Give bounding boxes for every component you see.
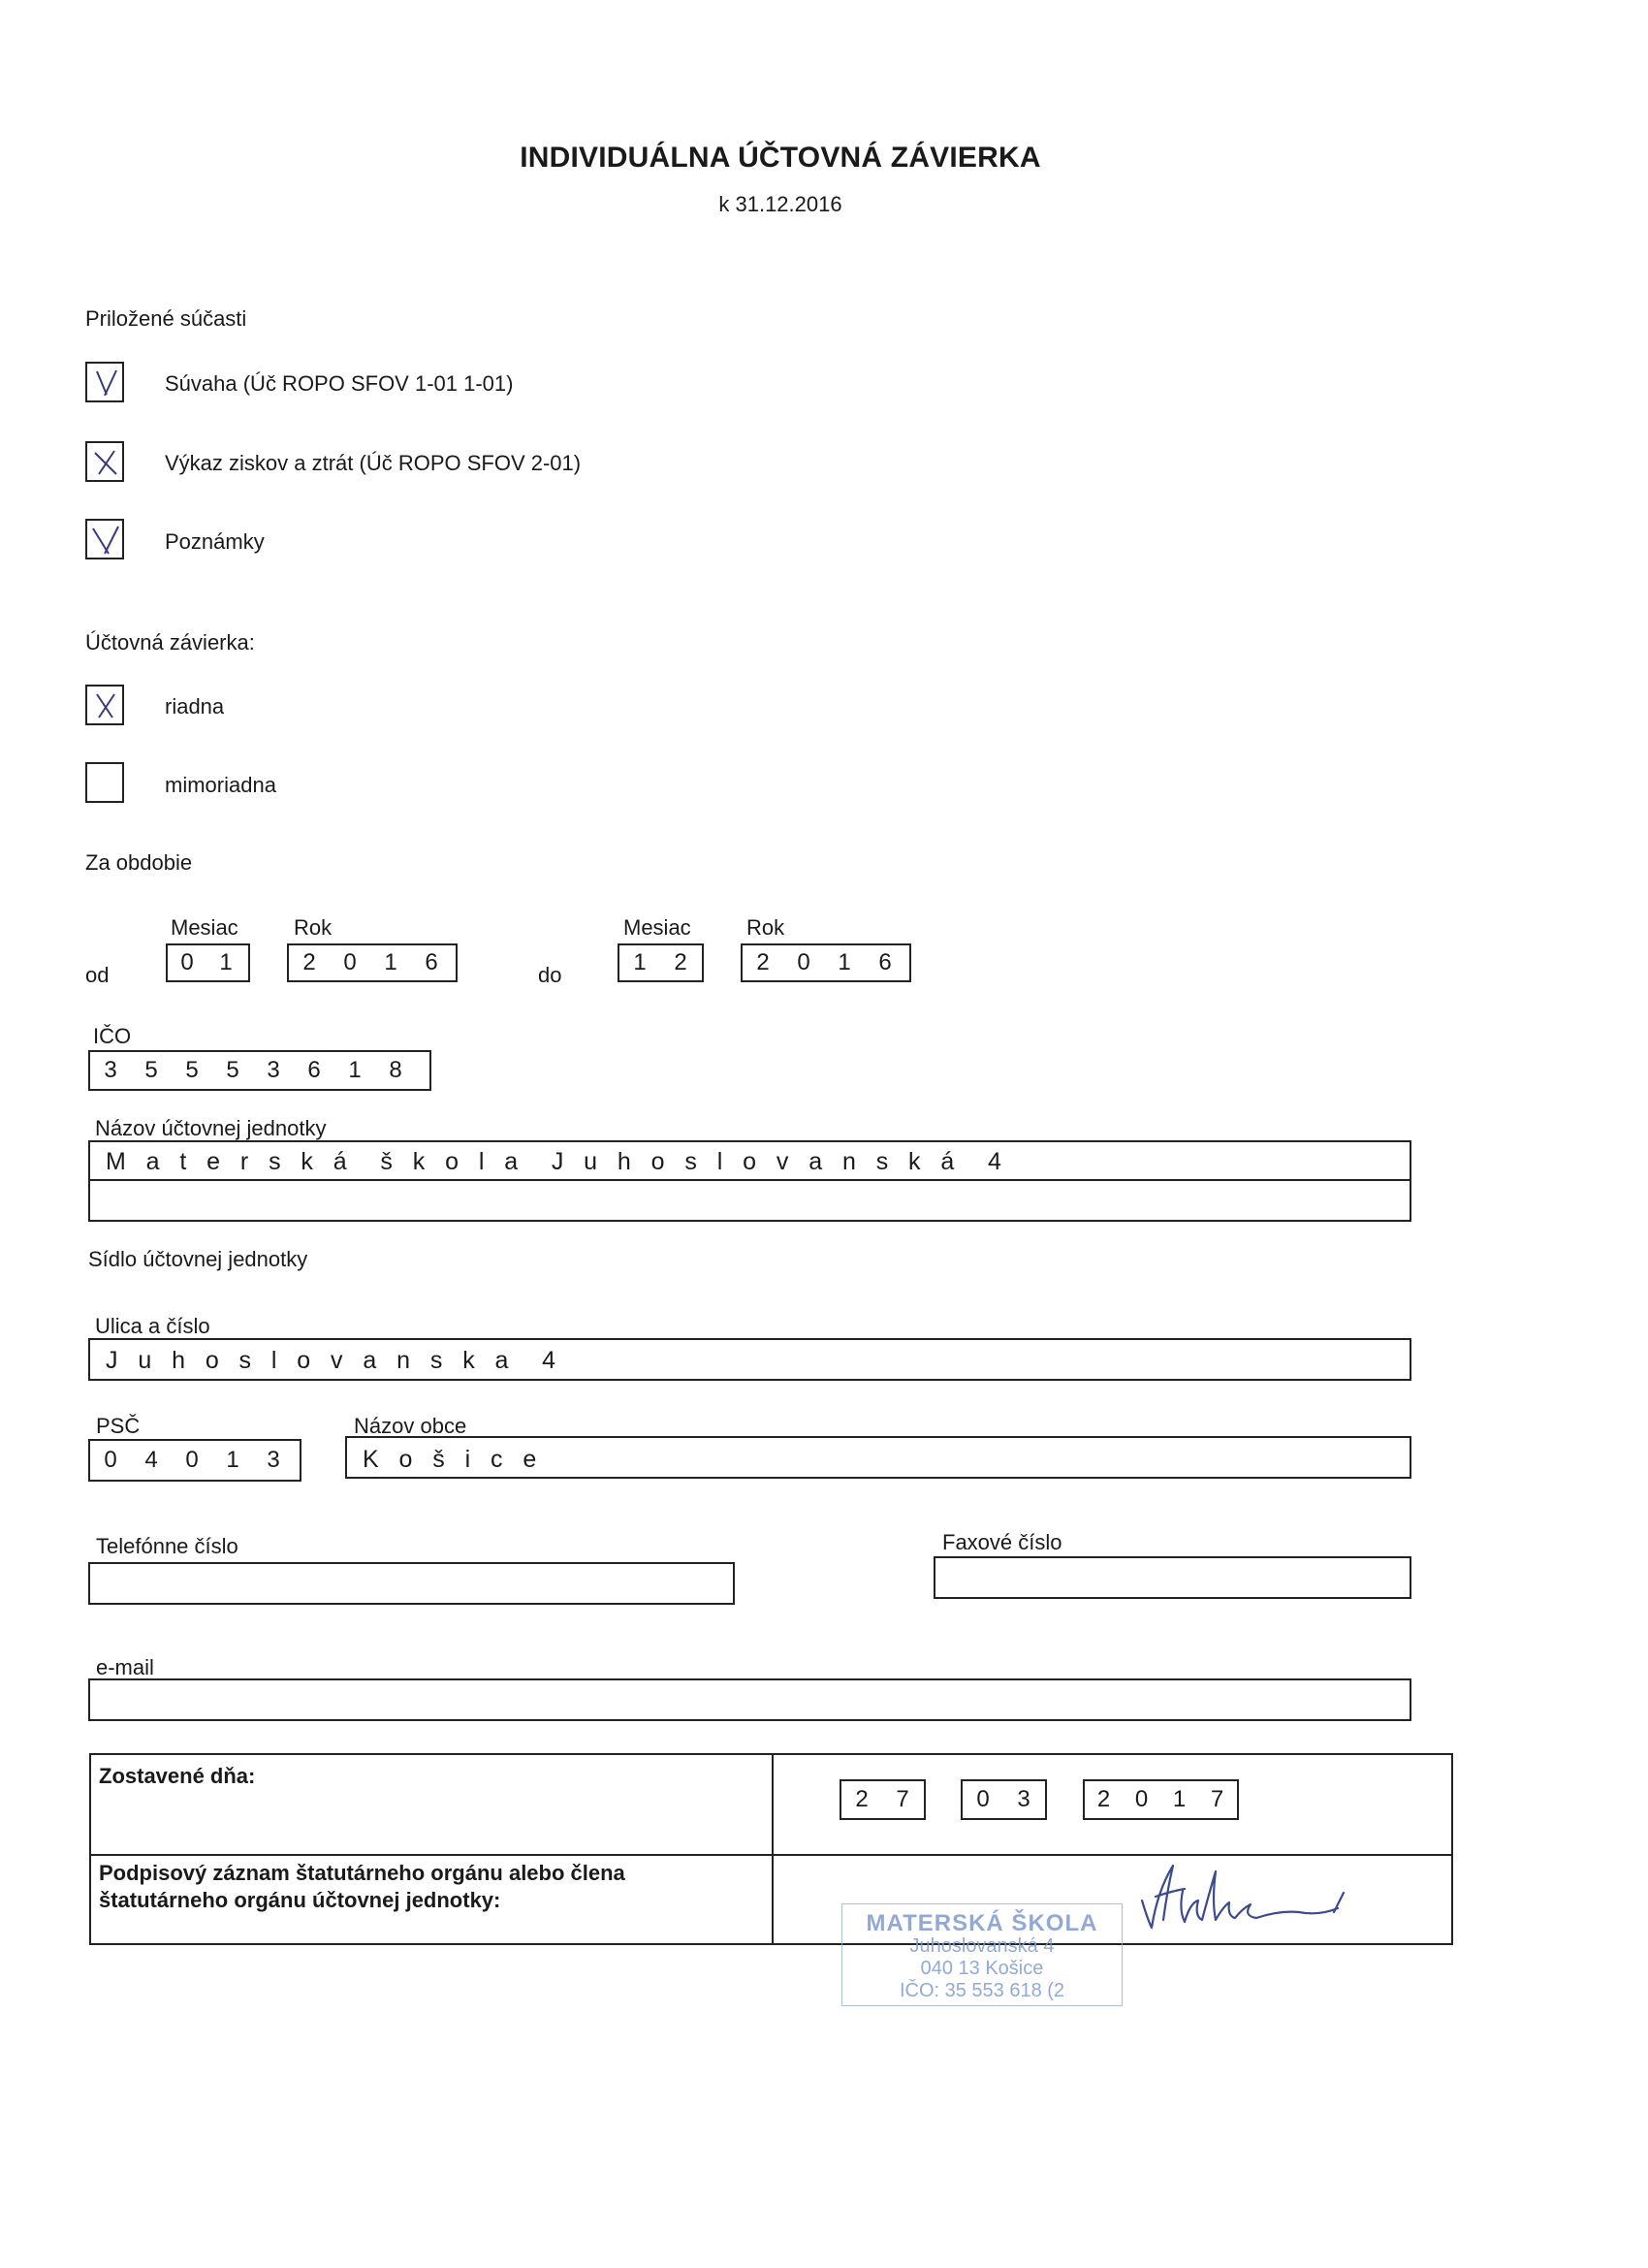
from-month-label: Mesiac	[171, 915, 238, 940]
ico-field[interactable]: 3 5 5 5 3 6 1 8	[88, 1050, 431, 1091]
psc-label: PSČ	[96, 1414, 141, 1438]
checkbox-vykaz-label: Výkaz ziskov a ztrát (Úč ROPO SFOV 2-01)	[165, 451, 582, 475]
street-label: Ulica a číslo	[95, 1314, 210, 1338]
document-title: INDIVIDUÁLNA ÚČTOVNÁ ZÁVIERKA	[520, 142, 1041, 174]
unit-name-value: M a t e r s k á š k o l a J u h o s l o v a n s k á 4	[106, 1148, 1001, 1175]
signature-label-line2: štatutárneho orgánu účtovnej jednotky:	[99, 1888, 501, 1912]
document-date: k 31.12.2016	[718, 192, 842, 216]
phone-label: Telefónne číslo	[96, 1534, 238, 1558]
period-label: Za obdobie	[85, 850, 193, 875]
attachments-label: Priložené súčasti	[85, 306, 247, 331]
checkbox-riadna[interactable]	[85, 685, 124, 725]
compiled-day-field[interactable]: 2 7	[840, 1779, 926, 1820]
closure-type-label: Účtovná závierka:	[85, 630, 255, 655]
checkbox-suvaha-label: Súvaha (Úč ROPO SFOV 1-01 1-01)	[165, 371, 514, 396]
check-x-icon	[91, 690, 120, 721]
fax-label: Faxové číslo	[942, 1530, 1062, 1554]
to-year-field[interactable]: 2 0 1 6	[741, 943, 911, 982]
unit-name-field-line1[interactable]	[88, 1140, 1411, 1181]
from-year-label: Rok	[294, 915, 333, 940]
compiled-label: Zostavené dňa:	[99, 1764, 256, 1788]
signature-label-line1: Podpisový záznam štatutárneho orgánu alebo člena	[99, 1861, 625, 1885]
handwritten-signature	[1134, 1852, 1396, 1939]
street-field[interactable]	[88, 1338, 1411, 1381]
email-label: e-mail	[96, 1655, 154, 1679]
ico-label: IČO	[93, 1024, 132, 1048]
city-label: Názov obce	[354, 1414, 467, 1438]
checkbox-poznamky-label: Poznámky	[165, 529, 265, 554]
city-value: K o š i c e	[363, 1446, 537, 1473]
check-x-icon	[91, 447, 120, 478]
checkbox-mimoriadna-label: mimoriadna	[165, 773, 276, 797]
compiled-month-field[interactable]: 0 3	[961, 1779, 1047, 1820]
to-year-label: Rok	[746, 915, 785, 940]
phone-field[interactable]	[88, 1562, 735, 1605]
check-x-icon	[91, 367, 120, 399]
checkbox-vykaz[interactable]	[85, 441, 124, 482]
from-label: od	[85, 963, 110, 987]
fax-field[interactable]	[934, 1556, 1411, 1599]
from-month-field[interactable]: 0 1	[166, 943, 250, 982]
city-field[interactable]	[345, 1436, 1411, 1479]
table-vertical-divider	[772, 1755, 774, 1945]
psc-field[interactable]: 0 4 0 1 3	[88, 1439, 301, 1482]
seat-label: Sídlo účtovnej jednotky	[88, 1247, 308, 1271]
street-value: J u h o s l o v a n s k a 4	[106, 1347, 556, 1374]
email-field[interactable]	[88, 1678, 1411, 1721]
to-month-label: Mesiac	[623, 915, 691, 940]
checkbox-poznamky[interactable]	[85, 519, 124, 559]
to-label: do	[538, 963, 562, 987]
checkbox-suvaha[interactable]	[85, 362, 124, 402]
checkbox-riadna-label: riadna	[165, 694, 225, 719]
school-stamp: MATERSKÁ ŠKOLA Juhoslovanská 4 040 13 Košice IČO: 35 553 618 (2	[841, 1903, 1123, 2006]
unit-name-field-line2[interactable]	[88, 1179, 1411, 1222]
to-month-field[interactable]: 1 2	[618, 943, 704, 982]
unit-name-label: Názov účtovnej jednotky	[95, 1116, 327, 1140]
checkbox-mimoriadna[interactable]	[85, 762, 124, 803]
compiled-year-field[interactable]: 2 0 1 7	[1083, 1779, 1239, 1820]
check-x-icon	[91, 525, 120, 556]
from-year-field[interactable]: 2 0 1 6	[287, 943, 458, 982]
